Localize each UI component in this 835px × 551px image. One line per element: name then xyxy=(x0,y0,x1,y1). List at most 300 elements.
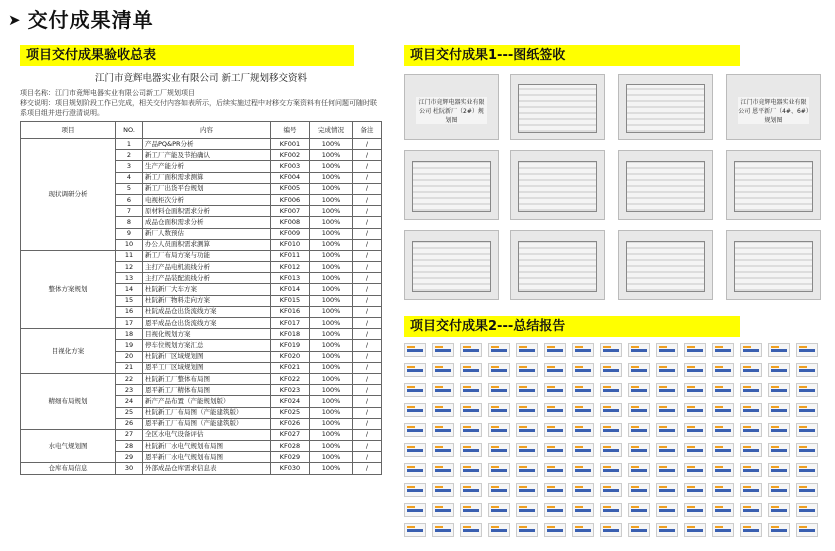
report-slide-thumbnail xyxy=(432,523,454,537)
report-slide-thumbnail xyxy=(572,403,594,417)
row-code-cell: KF012 xyxy=(271,262,310,273)
row-content-cell: 原材料仓面积需求分析 xyxy=(143,206,271,217)
row-completion-cell: 100% xyxy=(310,351,353,362)
row-remark-cell: / xyxy=(353,217,382,228)
row-remark-cell: / xyxy=(353,351,382,362)
report-slide-thumbnail xyxy=(768,503,790,517)
report-slide-thumbnail xyxy=(516,423,538,437)
report-slide-thumbnail xyxy=(628,403,650,417)
report-slide-thumbnail xyxy=(516,383,538,397)
row-completion-cell: 100% xyxy=(310,183,353,194)
row-code-cell: KF028 xyxy=(271,441,310,452)
project-name-line: 项目名称：江门市竟辉电器实业有限公司新工厂规划项目 xyxy=(20,89,195,97)
row-code-cell: KF003 xyxy=(271,161,310,172)
report-slide-thumbnail xyxy=(432,443,454,457)
row-remark-cell: / xyxy=(353,161,382,172)
row-code-cell: KF017 xyxy=(271,318,310,329)
row-code-cell: KF029 xyxy=(271,452,310,463)
report-slide-thumbnail xyxy=(712,443,734,457)
row-content-cell: 新工厂布局方案与功能 xyxy=(143,250,271,261)
report-slide-thumbnail xyxy=(656,363,678,377)
row-completion-cell: 100% xyxy=(310,228,353,239)
report-slide-thumbnail xyxy=(460,443,482,457)
table-row xyxy=(21,139,382,150)
report-slide-thumbnail xyxy=(516,463,538,477)
row-content-cell: 新厂人数预估 xyxy=(143,228,271,239)
row-remark-cell: / xyxy=(353,340,382,351)
report-slide-thumbnail xyxy=(460,383,482,397)
report-slide-thumbnail xyxy=(404,483,426,497)
report-slide-thumbnail xyxy=(684,463,706,477)
row-remark-cell: / xyxy=(353,418,382,429)
drawing-photo xyxy=(618,150,713,220)
report-slide-thumbnail xyxy=(572,343,594,357)
row-completion-cell: 100% xyxy=(310,150,353,161)
row-remark-cell: / xyxy=(353,183,382,194)
row-no-cell: 26 xyxy=(116,418,143,429)
report-slide-thumbnail xyxy=(712,523,734,537)
row-no-cell: 22 xyxy=(116,373,143,384)
group-cell: 整体方案规划 xyxy=(21,250,116,328)
row-completion-cell: 100% xyxy=(310,452,353,463)
row-remark-cell: / xyxy=(353,452,382,463)
row-no-cell: 13 xyxy=(116,273,143,284)
row-code-cell: KF020 xyxy=(271,351,310,362)
row-no-cell: 24 xyxy=(116,396,143,407)
report-slide-thumbnail xyxy=(656,403,678,417)
report-slide-thumbnail xyxy=(488,483,510,497)
report-slide-thumbnail xyxy=(656,483,678,497)
report-slide-thumbnail xyxy=(656,523,678,537)
drawing-photo xyxy=(404,150,499,220)
row-code-cell: KF030 xyxy=(271,463,310,474)
row-code-cell: KF002 xyxy=(271,150,310,161)
report-slide-thumbnail xyxy=(600,363,622,377)
drawing-photo xyxy=(510,230,605,300)
report-slide-thumbnail xyxy=(740,343,762,357)
row-completion-cell: 100% xyxy=(310,418,353,429)
row-no-cell: 14 xyxy=(116,284,143,295)
row-code-cell: KF009 xyxy=(271,228,310,239)
report-slide-thumbnail xyxy=(768,483,790,497)
header-project: 项目 xyxy=(21,122,116,139)
report-slide-thumbnail xyxy=(600,503,622,517)
row-content-cell: 杜阮新厂区域规划图 xyxy=(143,351,271,362)
report-slide-thumbnail xyxy=(768,403,790,417)
report-slide-thumbnail xyxy=(544,423,566,437)
report-slide-thumbnail xyxy=(600,343,622,357)
row-no-cell: 18 xyxy=(116,329,143,340)
row-remark-cell: / xyxy=(353,463,382,474)
report-slide-thumbnail xyxy=(432,403,454,417)
report-slide-thumbnail xyxy=(656,343,678,357)
report-slide-thumbnail xyxy=(656,383,678,397)
report-slide-thumbnail xyxy=(600,423,622,437)
report-slide-thumbnail xyxy=(544,463,566,477)
report-slide-thumbnail xyxy=(404,383,426,397)
row-completion-cell: 100% xyxy=(310,318,353,329)
group-cell: 精细布局规划 xyxy=(21,373,116,429)
report-slide-thumbnail xyxy=(404,523,426,537)
report-slide-thumbnail xyxy=(572,383,594,397)
row-content-cell: 生产产能分析 xyxy=(143,161,271,172)
report-slide-thumbnail xyxy=(432,383,454,397)
report-slide-thumbnail xyxy=(572,423,594,437)
row-remark-cell: / xyxy=(353,396,382,407)
report-slide-thumbnail xyxy=(768,423,790,437)
report-slide-thumbnail xyxy=(516,403,538,417)
report-slide-thumbnail xyxy=(600,463,622,477)
row-remark-cell: / xyxy=(353,362,382,373)
report-slide-thumbnail xyxy=(684,483,706,497)
row-completion-cell: 100% xyxy=(310,239,353,250)
row-code-cell: KF013 xyxy=(271,273,310,284)
row-code-cell: KF004 xyxy=(271,172,310,183)
report-slide-thumbnail xyxy=(460,523,482,537)
report-slide-thumbnail xyxy=(544,343,566,357)
row-remark-cell: / xyxy=(353,284,382,295)
report-slide-thumbnail xyxy=(796,503,818,517)
report-slide-thumbnail xyxy=(768,343,790,357)
report-slide-thumbnail xyxy=(712,463,734,477)
row-completion-cell: 100% xyxy=(310,295,353,306)
row-code-cell: KF023 xyxy=(271,385,310,396)
table-body xyxy=(21,139,382,475)
report-slide-thumbnail xyxy=(712,383,734,397)
row-content-cell: 恩平工厂区域规划图 xyxy=(143,362,271,373)
report-slide-thumbnail xyxy=(768,523,790,537)
report-slide-thumbnail xyxy=(488,343,510,357)
report-slide-thumbnail xyxy=(796,363,818,377)
report-slide-thumbnail xyxy=(600,443,622,457)
row-no-cell: 7 xyxy=(116,206,143,217)
report-slide-thumbnail xyxy=(684,343,706,357)
row-content-cell: 杜阮新厂大车方案 xyxy=(143,284,271,295)
report-slide-thumbnail xyxy=(488,403,510,417)
header-completion: 完成情况 xyxy=(310,122,353,139)
report-slide-thumbnail xyxy=(628,363,650,377)
row-code-cell: KF010 xyxy=(271,239,310,250)
report-slide-thumbnail xyxy=(712,503,734,517)
report-slide-thumbnail xyxy=(628,503,650,517)
report-slide-thumbnail xyxy=(432,363,454,377)
report-slide-thumbnail xyxy=(460,463,482,477)
report-slide-thumbnail xyxy=(628,383,650,397)
report-slide-thumbnail xyxy=(544,403,566,417)
row-code-cell: KF025 xyxy=(271,407,310,418)
table-row xyxy=(21,429,382,440)
report-slide-thumbnail xyxy=(628,423,650,437)
row-remark-cell: / xyxy=(353,139,382,150)
row-code-cell: KF024 xyxy=(271,396,310,407)
report-slide-thumbnail xyxy=(684,423,706,437)
table-row xyxy=(21,250,382,261)
row-content-cell: 主打产品电机流线分析 xyxy=(143,262,271,273)
row-remark-cell: / xyxy=(353,441,382,452)
report-slide-thumbnail xyxy=(740,523,762,537)
chevron-right-icon: ➤ xyxy=(8,11,22,29)
drawing-photo xyxy=(618,74,713,140)
row-no-cell: 19 xyxy=(116,340,143,351)
row-code-cell: KF027 xyxy=(271,429,310,440)
row-completion-cell: 100% xyxy=(310,206,353,217)
row-remark-cell: / xyxy=(353,194,382,205)
report-slide-thumbnail xyxy=(544,383,566,397)
row-remark-cell: / xyxy=(353,172,382,183)
report-slide-thumbnail xyxy=(460,483,482,497)
row-remark-cell: / xyxy=(353,429,382,440)
row-completion-cell: 100% xyxy=(310,340,353,351)
report-slide-thumbnail xyxy=(572,503,594,517)
report-slide-thumbnail xyxy=(460,403,482,417)
row-no-cell: 6 xyxy=(116,194,143,205)
row-remark-cell: / xyxy=(353,407,382,418)
row-remark-cell: / xyxy=(353,306,382,317)
row-no-cell: 12 xyxy=(116,262,143,273)
row-no-cell: 8 xyxy=(116,217,143,228)
row-no-cell: 10 xyxy=(116,239,143,250)
row-no-cell: 25 xyxy=(116,407,143,418)
report-slide-thumbnail xyxy=(712,363,734,377)
row-completion-cell: 100% xyxy=(310,262,353,273)
row-completion-cell: 100% xyxy=(310,396,353,407)
row-code-cell: KF015 xyxy=(271,295,310,306)
header-content: 内容 xyxy=(143,122,271,139)
report-slide-thumbnail xyxy=(544,363,566,377)
report-slide-thumbnail xyxy=(432,463,454,477)
report-slide-thumbnail xyxy=(488,383,510,397)
report-slide-thumbnail xyxy=(796,403,818,417)
row-remark-cell: / xyxy=(353,262,382,273)
drawing-photo xyxy=(726,230,821,300)
report-slide-thumbnail xyxy=(628,463,650,477)
row-completion-cell: 100% xyxy=(310,441,353,452)
row-completion-cell: 100% xyxy=(310,373,353,384)
table-row xyxy=(21,373,382,384)
row-completion-cell: 100% xyxy=(310,139,353,150)
report-slide-thumbnail xyxy=(404,503,426,517)
report-slide-thumbnail xyxy=(460,343,482,357)
row-code-cell: KF021 xyxy=(271,362,310,373)
row-content-cell: 办公人员面积需求测算 xyxy=(143,239,271,250)
report-slide-thumbnail xyxy=(628,523,650,537)
acceptance-document xyxy=(20,68,382,548)
drawing-cover-photo xyxy=(404,74,499,140)
report-slide-thumbnail xyxy=(684,403,706,417)
report-slide-thumbnail xyxy=(628,483,650,497)
row-content-cell: 外部成品仓库需求信息表 xyxy=(143,463,271,474)
report-slide-thumbnail xyxy=(768,383,790,397)
report-slide-thumbnail xyxy=(544,483,566,497)
row-no-cell: 17 xyxy=(116,318,143,329)
drawing-photo xyxy=(404,230,499,300)
report-slide-thumbnail xyxy=(656,443,678,457)
report-slide-thumbnail xyxy=(572,363,594,377)
report-slide-thumbnail xyxy=(404,443,426,457)
report-slide-thumbnail xyxy=(488,463,510,477)
drawing-photo xyxy=(726,150,821,220)
row-code-cell: KF007 xyxy=(271,206,310,217)
report-slide-thumbnail xyxy=(544,523,566,537)
row-completion-cell: 100% xyxy=(310,250,353,261)
report-slide-thumbnail xyxy=(516,443,538,457)
row-no-cell: 3 xyxy=(116,161,143,172)
row-remark-cell: / xyxy=(353,150,382,161)
row-content-cell: 主打产品装配流线分析 xyxy=(143,273,271,284)
report-slide-thumbnail xyxy=(572,483,594,497)
row-completion-cell: 100% xyxy=(310,306,353,317)
row-no-cell: 9 xyxy=(116,228,143,239)
report-slide-thumbnail xyxy=(516,343,538,357)
report-slide-thumbnail xyxy=(404,423,426,437)
report-slide-thumbnail xyxy=(432,503,454,517)
row-code-cell: KF008 xyxy=(271,217,310,228)
row-code-cell: KF006 xyxy=(271,194,310,205)
report-slide-thumbnail xyxy=(656,423,678,437)
row-content-cell: 杜阮新工厂整体布局图 xyxy=(143,373,271,384)
table-row xyxy=(21,329,382,340)
report-slide-thumbnail xyxy=(740,423,762,437)
row-no-cell: 1 xyxy=(116,139,143,150)
row-no-cell: 15 xyxy=(116,295,143,306)
report-slide-thumbnail xyxy=(460,423,482,437)
row-completion-cell: 100% xyxy=(310,217,353,228)
report-slide-thumbnail xyxy=(740,403,762,417)
report-slide-thumbnail xyxy=(712,343,734,357)
row-content-cell: 成品仓面积需求分析 xyxy=(143,217,271,228)
report-slide-thumbnail xyxy=(684,363,706,377)
report-slide-thumbnail xyxy=(628,443,650,457)
row-content-cell: 恩平成品仓出货流线方案 xyxy=(143,318,271,329)
report-slide-thumbnail xyxy=(544,443,566,457)
drawing-photo xyxy=(510,150,605,220)
row-code-cell: KF014 xyxy=(271,284,310,295)
report-slide-thumbnail xyxy=(684,523,706,537)
row-code-cell: KF011 xyxy=(271,250,310,261)
row-remark-cell: / xyxy=(353,385,382,396)
row-completion-cell: 100% xyxy=(310,284,353,295)
row-content-cell: 杜阮成品仓出货流线方案 xyxy=(143,306,271,317)
row-no-cell: 27 xyxy=(116,429,143,440)
row-no-cell: 30 xyxy=(116,463,143,474)
group-cell: 现状调研分析 xyxy=(21,139,116,251)
report-slide-thumbnail xyxy=(768,443,790,457)
row-completion-cell: 100% xyxy=(310,429,353,440)
report-slide-thumbnail xyxy=(544,503,566,517)
report-slide-thumbnail xyxy=(796,463,818,477)
report-slide-thumbnail xyxy=(488,503,510,517)
report-slide-thumbnail xyxy=(488,443,510,457)
report-slide-thumbnail xyxy=(740,463,762,477)
row-remark-cell: / xyxy=(353,318,382,329)
report-slide-thumbnail xyxy=(740,363,762,377)
report-slide-thumbnail xyxy=(740,503,762,517)
row-content-cell: 恩平新厂水电气规划布局图 xyxy=(143,452,271,463)
row-no-cell: 11 xyxy=(116,250,143,261)
group-cell: 水电气规划图 xyxy=(21,429,116,463)
report-slide-thumbnail xyxy=(516,523,538,537)
drawing-signoff-banner: 项目交付成果1---图纸签收 xyxy=(404,45,740,66)
row-content-cell: 电视柜次分析 xyxy=(143,194,271,205)
group-cell: 仓库布局信息 xyxy=(21,463,116,474)
report-slide-thumbnail xyxy=(768,363,790,377)
report-slide-thumbnail xyxy=(684,503,706,517)
row-completion-cell: 100% xyxy=(310,407,353,418)
report-slide-thumbnail xyxy=(488,423,510,437)
row-no-cell: 4 xyxy=(116,172,143,183)
row-content-cell: 停车位规划方案汇总 xyxy=(143,340,271,351)
report-slide-thumbnail xyxy=(740,483,762,497)
row-no-cell: 28 xyxy=(116,441,143,452)
drawing-cover-caption: 江门市竟辉电器实业有限公司 恩平新厂（4#、6#）规划图 xyxy=(738,99,809,125)
report-slide-thumbnail xyxy=(488,523,510,537)
header-remark: 备注 xyxy=(353,122,382,139)
row-completion-cell: 100% xyxy=(310,194,353,205)
row-content-cell: 全区水电气设备评估 xyxy=(143,429,271,440)
row-content-cell: 杜阮新厂物料走向方案 xyxy=(143,295,271,306)
report-slide-thumbnail xyxy=(516,503,538,517)
report-slide-thumbnail xyxy=(712,423,734,437)
row-content-cell: 新工厂面积需求测算 xyxy=(143,172,271,183)
row-completion-cell: 100% xyxy=(310,273,353,284)
row-remark-cell: / xyxy=(353,295,382,306)
summary-report-banner: 项目交付成果2---总结报告 xyxy=(404,316,740,337)
report-slide-thumbnail xyxy=(600,483,622,497)
row-no-cell: 21 xyxy=(116,362,143,373)
report-slide-thumbnail xyxy=(796,483,818,497)
report-slide-thumbnail xyxy=(404,343,426,357)
report-slide-thumbnail xyxy=(404,403,426,417)
acceptance-summary-banner: 项目交付成果验收总表 xyxy=(20,45,354,66)
row-completion-cell: 100% xyxy=(310,161,353,172)
report-slide-thumbnail xyxy=(516,483,538,497)
row-content-cell: 目视化规划方案 xyxy=(143,329,271,340)
report-slide-thumbnail xyxy=(460,363,482,377)
report-slide-thumbnail xyxy=(460,503,482,517)
row-no-cell: 2 xyxy=(116,150,143,161)
report-slide-thumbnail xyxy=(572,523,594,537)
report-slide-thumbnail xyxy=(712,403,734,417)
report-slide-thumbnail xyxy=(404,463,426,477)
row-no-cell: 20 xyxy=(116,351,143,362)
drawing-cover-photo xyxy=(726,74,821,140)
row-content-cell: 恩平新工厂布局图（产能建筑版） xyxy=(143,418,271,429)
header-code: 编号 xyxy=(271,122,310,139)
row-content-cell: 杜阮新工厂布局图（产能建筑版） xyxy=(143,407,271,418)
row-completion-cell: 100% xyxy=(310,385,353,396)
report-slide-thumbnail xyxy=(796,343,818,357)
row-code-cell: KF018 xyxy=(271,329,310,340)
report-slide-thumbnail xyxy=(600,403,622,417)
row-content-cell: 新产产品布置（产能规划版） xyxy=(143,396,271,407)
report-slide-thumbnail xyxy=(796,523,818,537)
drawing-photo xyxy=(618,230,713,300)
row-completion-cell: 100% xyxy=(310,172,353,183)
row-no-cell: 23 xyxy=(116,385,143,396)
row-remark-cell: / xyxy=(353,228,382,239)
row-content-cell: 恩平新工厂精体布局图 xyxy=(143,385,271,396)
report-slide-thumbnail xyxy=(656,463,678,477)
handover-note: 移交说明：项目规划阶段工作已完成，相关交付内容如表所示，后续实施过程中对移交方案资料有任何问题可随时联系项目组并进行澄清说明。 xyxy=(20,99,377,117)
row-code-cell: KF001 xyxy=(271,139,310,150)
row-no-cell: 16 xyxy=(116,306,143,317)
group-cell: 目视化方案 xyxy=(21,329,116,374)
drawing-cover-caption: 江门市竟辉电器实业有限公司 杜阮新厂（2#）规划图 xyxy=(416,97,487,124)
deliverables-table xyxy=(20,121,382,475)
report-slide-thumbnail xyxy=(740,383,762,397)
row-no-cell: 5 xyxy=(116,183,143,194)
report-slide-thumbnail xyxy=(572,443,594,457)
